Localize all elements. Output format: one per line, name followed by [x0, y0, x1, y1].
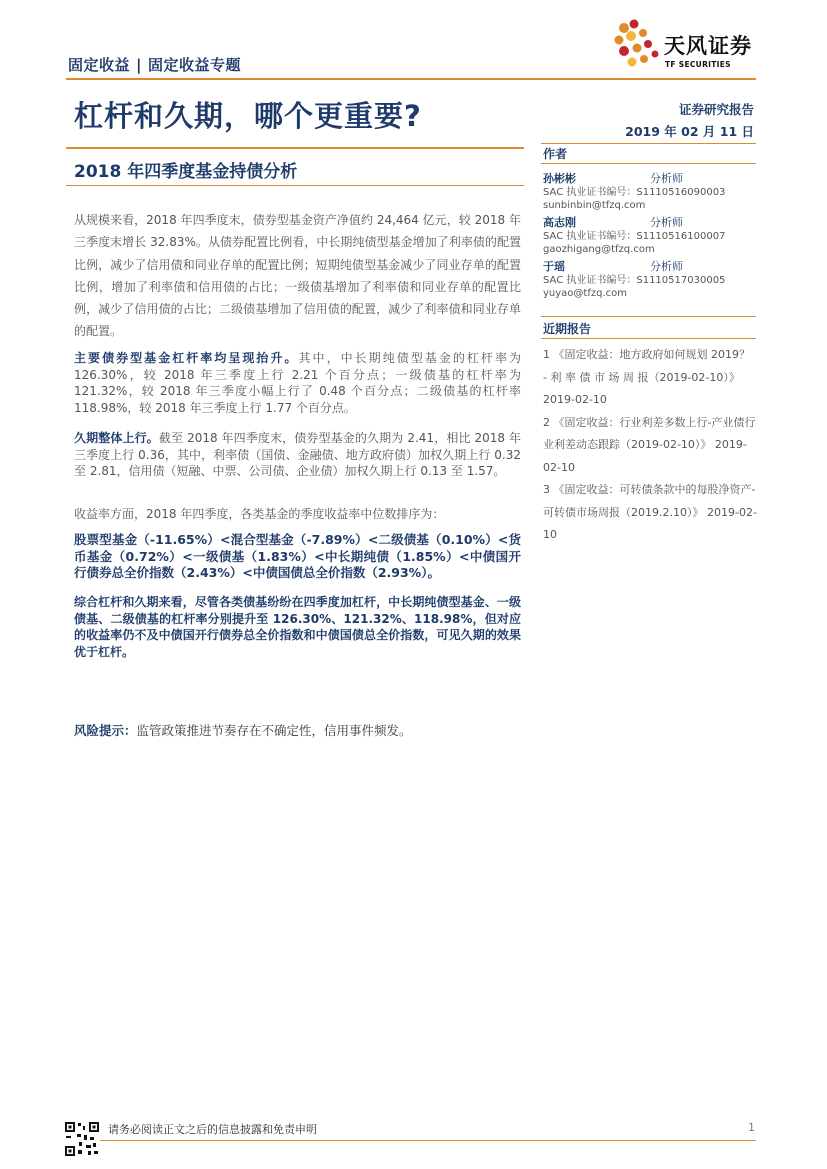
leverage-text: 其中，中长期纯债型基金的杠杆率为 126.30%，较 2018 年三季度上行 2.21 个百分点；一级债基的杠杆率为 121.32%，较 2018 年三季度小幅上行了 0.48 个百分点；二级债基的杠杆率 118.98%，较 2018 年三季度上行 1.77 个百分点。	[74, 351, 521, 415]
recent-divider-top	[541, 316, 756, 317]
analyst-entry	[543, 258, 758, 300]
summary-paragraph-returns-intro: 收益率方面，2018 年四季度，各类基金的季度收益率中位数排序为：	[74, 507, 445, 521]
recent-report-item[interactable]: 3 《固定收益：可转债条款中的每股净资产-可转债市场周报（2019.2.10）》 2019-02-10	[543, 483, 757, 541]
title-divider	[66, 147, 524, 149]
footer-divider	[66, 1140, 756, 1141]
analyst-cert: SAC 执业证书编号：S1110516090003	[543, 187, 726, 198]
authors-divider	[541, 163, 756, 164]
analyst-role: 分析师	[650, 172, 683, 185]
returns-ranking: 股票型基金（-11.65%）<混合型基金（-7.89%）<二级债基（0.10%）<货币基金（0.72%）<一级债基（1.83%）<中长期纯债（1.85%）<中债国开行债券总全价指数（2.43%）<中债国债总全价指数（2.93%）。	[74, 532, 521, 580]
risk-label: 风险提示：	[74, 723, 137, 738]
qr-code-icon	[64, 1121, 100, 1157]
summary-paragraph-duration	[74, 430, 521, 480]
report-date: 2019 年 02 月 11 日	[625, 124, 754, 139]
recent-divider	[541, 338, 756, 339]
sidebar-divider-top	[541, 143, 756, 144]
conclusion-paragraph: 综合杠杆和久期来看，尽管各类债基纷纷在四季度加杠杆，中长期纯债型基金、一级债基、二级债基的杠杆率分别提升至 126.30%、121.32%、118.98%，但对应的收益率仍不及中债国开行债券总全价指数和中债国债总全价指数，可见久期的效果优于杠杆。	[74, 595, 521, 659]
analyst-entry	[543, 170, 758, 212]
analyst-email[interactable]: yuyao@tfzq.com	[543, 288, 627, 299]
summary-paragraph-leverage	[74, 350, 521, 416]
summary-paragraph-scale: 从规模来看，2018 年四季度末，债券型基金资产净值约 24,464 亿元，较 2018 年三季度末增长 32.83%。从债券配置比例看，中长期纯债型基金增加了利率债的配置比例，减少了信用债和同业存单的配置比例；短期纯债型基金减少了同业存单的配置比例，增加了利率债和信用债的占比；一级债基增加了利率债和同业存单的配置比例，减少了信用债的占比；二级债基增加了信用债的配置，减少了利率债和同业存单的配置。	[74, 213, 521, 339]
authors-heading: 作者	[543, 147, 568, 161]
analyst-name: 孙彬彬	[543, 172, 576, 185]
subcategory-label: 固定收益专题	[148, 56, 242, 74]
recent-heading: 近期报告	[543, 322, 592, 336]
category-label: 固定收益	[68, 56, 131, 74]
header-category	[68, 54, 241, 75]
report-subtitle: 2018 年四季度基金持债分析	[74, 162, 298, 182]
recent-report-item[interactable]: 2 《固定收益：行业利差多数上行-产业债行业利差动态跟踪（2019-02-10）》 2019-02-10	[543, 415, 756, 474]
analyst-role: 分析师	[650, 260, 683, 273]
duration-text: 截至 2018 年四季度末，债券型基金的久期为 2.41，相比 2018 年三季度上行 0.36，其中，利率债（国债、金融债、地方政府债）加权久期上行 0.32 至 2.81，信用债（短融、中票、公司债、企业债）加权久期上行 0.13 至 1.57。	[74, 431, 521, 478]
analyst-email[interactable]: sunbinbin@tfzq.com	[543, 200, 646, 211]
analyst-role: 分析师	[650, 216, 683, 229]
brand-subtitle: TF SECURITIES	[665, 60, 731, 69]
report-title: 杠杆和久期，哪个更重要?	[74, 99, 422, 133]
recent-reports-list	[543, 344, 757, 547]
analyst-cert: SAC 执业证书编号：S1110516100007	[543, 231, 726, 242]
risk-text: 监管政策推进节奏存在不确定性，信用事件频发。	[136, 723, 412, 738]
analyst-name: 高志刚	[543, 216, 576, 229]
brand-name: 天风证券	[664, 34, 752, 58]
risk-warning	[74, 721, 412, 739]
subtitle-divider	[66, 185, 524, 186]
analyst-cert: SAC 执业证书编号：S1110517030005	[543, 275, 726, 286]
footer-disclaimer: 请务必阅读正文之后的信息披露和免责申明	[108, 1123, 317, 1136]
report-type: 证券研究报告	[678, 102, 754, 117]
analyst-entry	[543, 214, 758, 256]
header-divider	[66, 78, 756, 80]
recent-report-item[interactable]: 1 《固定收益：地方政府如何规划 2019？ - 利 率 债 市 场 周 报（2019-02-10）》 2019-02-10	[543, 348, 750, 406]
page-number: 1	[748, 1121, 755, 1134]
analyst-name: 于瑶	[543, 260, 565, 273]
analyst-email[interactable]: gaozhigang@tfzq.com	[543, 244, 655, 255]
category-separator: |	[136, 56, 142, 74]
leverage-lead: 主要债券型基金杠杆率均呈现抬升。	[74, 351, 299, 365]
duration-lead: 久期整体上行。	[74, 431, 159, 445]
